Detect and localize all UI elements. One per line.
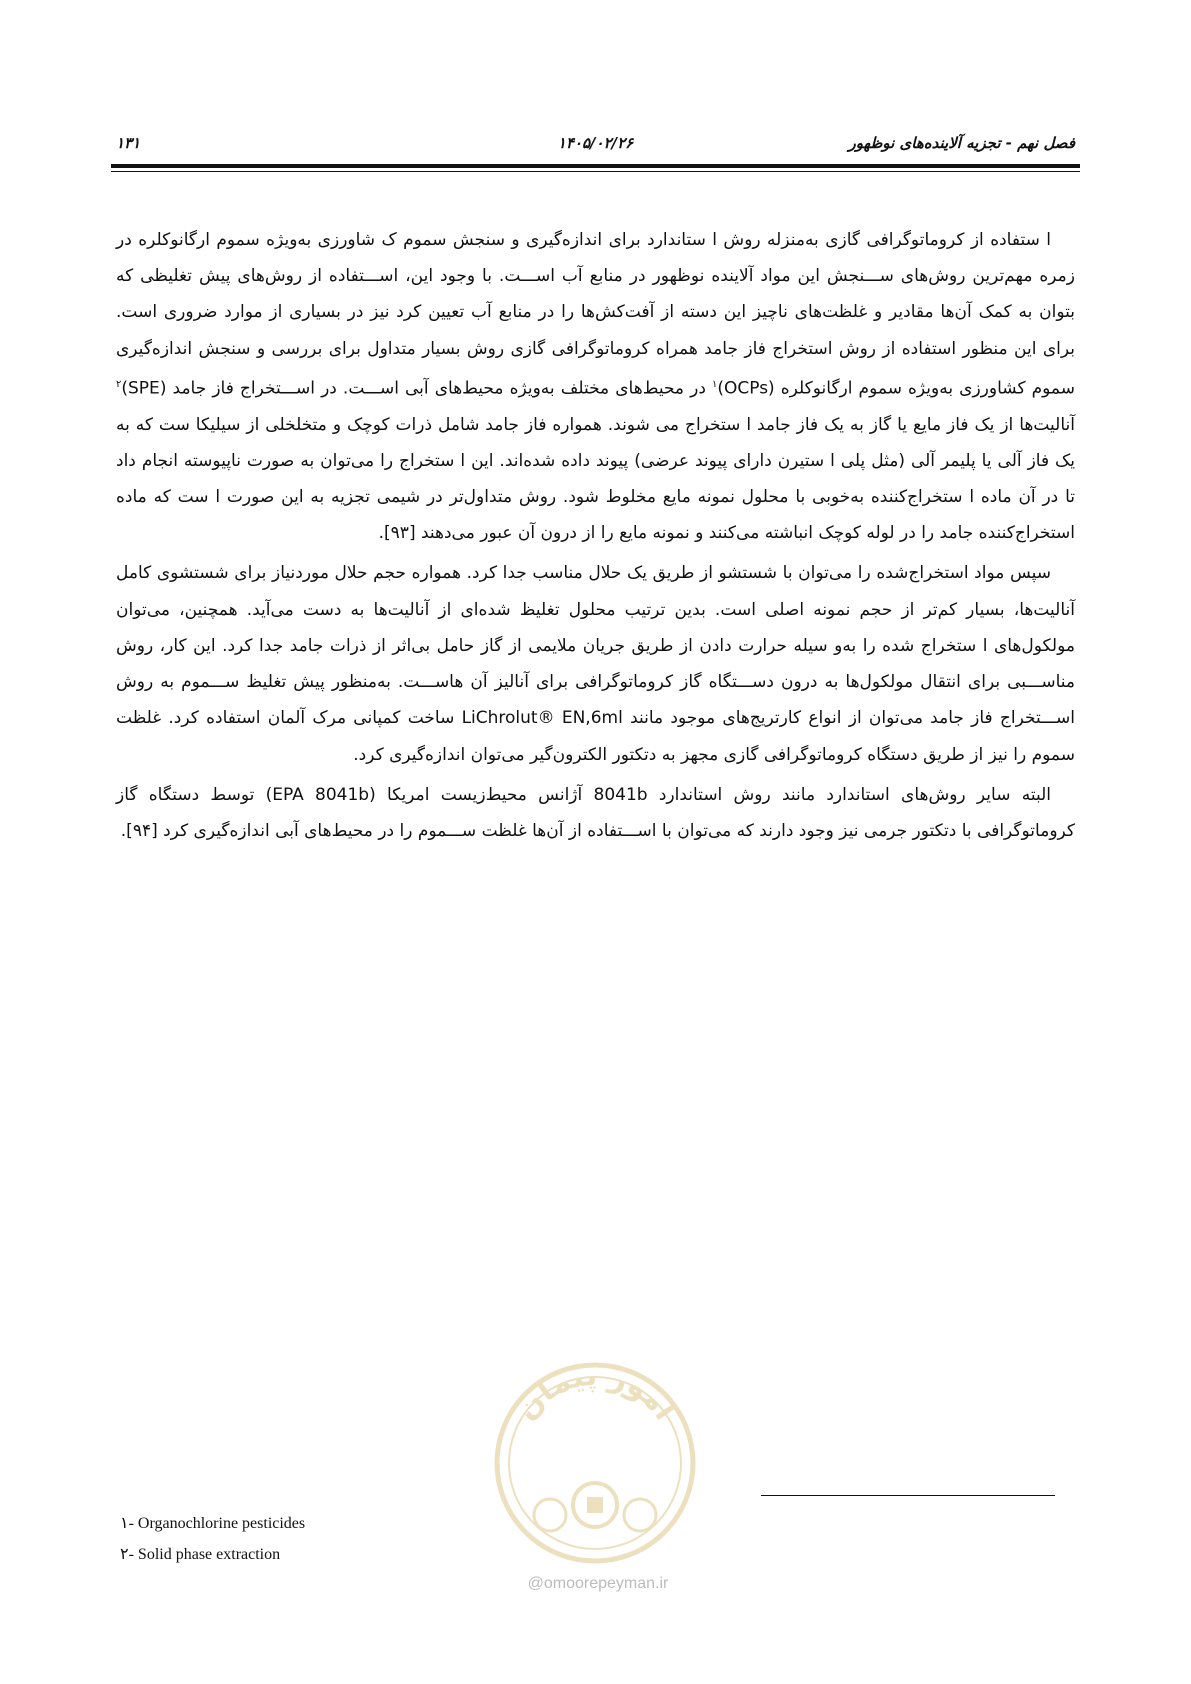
- watermark-text: امور پیمان: [508, 1357, 683, 1427]
- paragraph-2: سپس مواد استخراج‌شده را می‌توان با شستشو از طریق یک حلال مناسب جدا کرد. همواره حجم حلال موردنیاز برای شستشوی کامل آنالیت‌ها، بسیار کم‌تر از حجم نمونه اصلی است. بدین ترتیب محلول تغلیظ شده‌ای از آنالیت‌ها به دست می‌آید. همچنین، می‌توان مولکول‌های ا ستخراج شده را به‌و سیله حرارت دادن از طریق جریان ملایمی از گاز حامل بی‌اثر از ذرات جامد جدا کرد. این کار، روش مناســـبی برای انتقال مولکول‌ها به درون دســـتگاه گاز کروماتوگرافی برای آنالیز آن هاســـت. به‌منظور پیش تغلیظ ســـموم به روش اســـتخراج فاز جامد می‌توان از انواع کارتریج‌های موجود مانند LiChrolut® EN,6ml ساخت کمپانی مرک آلمان استفاده کرد. غلظت سموم را نیز از طریق دستگاه کروماتوگرافی گازی مجهز به دتکتور الکترون‌گیر می‌توان اندازه‌گیری کرد.: [116, 563, 1075, 765]
- header-date: ۱۴۰۵/۰۲/۲۶: [557, 134, 634, 152]
- header-rule-thin: [111, 171, 1080, 172]
- page-number: ۱۳۱: [116, 134, 141, 152]
- footnote-1: ۱- Organochlorine pesticides: [120, 1515, 306, 1532]
- paragraph-3: البته سایر روش‌های استاندارد مانند روش استاندارد 8041b آژانس محیط‌زیست امریکا (EPA 8041b) توسط دستگاه گاز کروماتوگرافی با دتکتور جرمی نیز وجود دارند که می‌توان با اســـتفاده از آن‌ها غلظت ســـموم را در محیط‌های آبی اندازه‌گیری کرد [۹۴].: [116, 784, 1075, 841]
- chapter-title: فصل نهم - تجزیه آلاینده‌های نوظهور: [848, 134, 1075, 152]
- footnote-rule: [761, 1495, 1055, 1496]
- paragraph-1-part-b: در محیط‌های مختلف به‌ویژه محیط‌های آبی اســـت. در اســـتخراج فاز جامد (SPE): [121, 378, 712, 399]
- svg-text:امور پیمان: [509, 1358, 682, 1427]
- body-text: [116, 222, 1075, 853]
- paragraph-1-part-c: آنالیت‌ها از یک فاز مایع یا گاز به یک فاز جامد ا ستخراج می شوند. همواره فاز جامد شامل ذرات کوچک و متخلخلی از سیلیکا ست که به یک فاز آلی یا پلیمر آلی (مثل پلی ا ستیرن دارای پیوند عرضی) پیوند داده شده‌اند. این ا ستخراج را می‌توان به صورت ناپیوسته انجام داد تا در آن ماده ا ستخراج‌کننده به‌خوبی با محلول نمونه مایع مخلوط شود. روش متداول‌تر در شیمی تجزیه به این صورت ا ست که ماده استخراج‌کننده جامد را در لوله کوچک انباشته می‌کنند و نمونه مایع را از درون آن عبور می‌دهند [۹۳].: [116, 414, 1075, 544]
- page-header: [116, 128, 1075, 156]
- footnote-ref-1: ۱: [711, 378, 718, 390]
- paragraph-1-part-a: ا ستفاده از کروماتوگرافی گازی به‌منزله روش ا ستاندارد برای اندازه‌گیری و سنجش سموم ک شاورزی به‌ویژه سموم ارگانوکلره در زمره مهم‌ترین روش‌های ســـنجش این مواد آلاینده نوظهور در منابع آب اســـت. با وجود این، اســـتفاده از روش‌های پیش تغلیظی که بتوان به کمک آن‌ها مقادیر و غلظت‌های ناچیز این دسته از آفت‌کش‌ها را در منابع آب تعیین کرد نیز در بسیاری از موارد ضروری است. برای این منظور استفاده از روش استخراج فاز جامد همراه کروماتوگرافی گازی روش بسیار متداول برای بررسی و سنجش اندازه‌گیری سموم کشاورزی به‌ویژه سموم ارگانوکلره (OCPs): [116, 230, 1075, 399]
- footnote-2: ۲- Solid phase extraction: [120, 1546, 281, 1563]
- footnotes: [120, 1508, 305, 1570]
- footnote-ref-2: ۲: [116, 378, 122, 390]
- paragraph-1: [116, 222, 1075, 551]
- watermark-url: @omoorepeyman.ir: [527, 1575, 669, 1592]
- header-rule-thick: [111, 164, 1080, 168]
- watermark-logo: [490, 1355, 700, 1570]
